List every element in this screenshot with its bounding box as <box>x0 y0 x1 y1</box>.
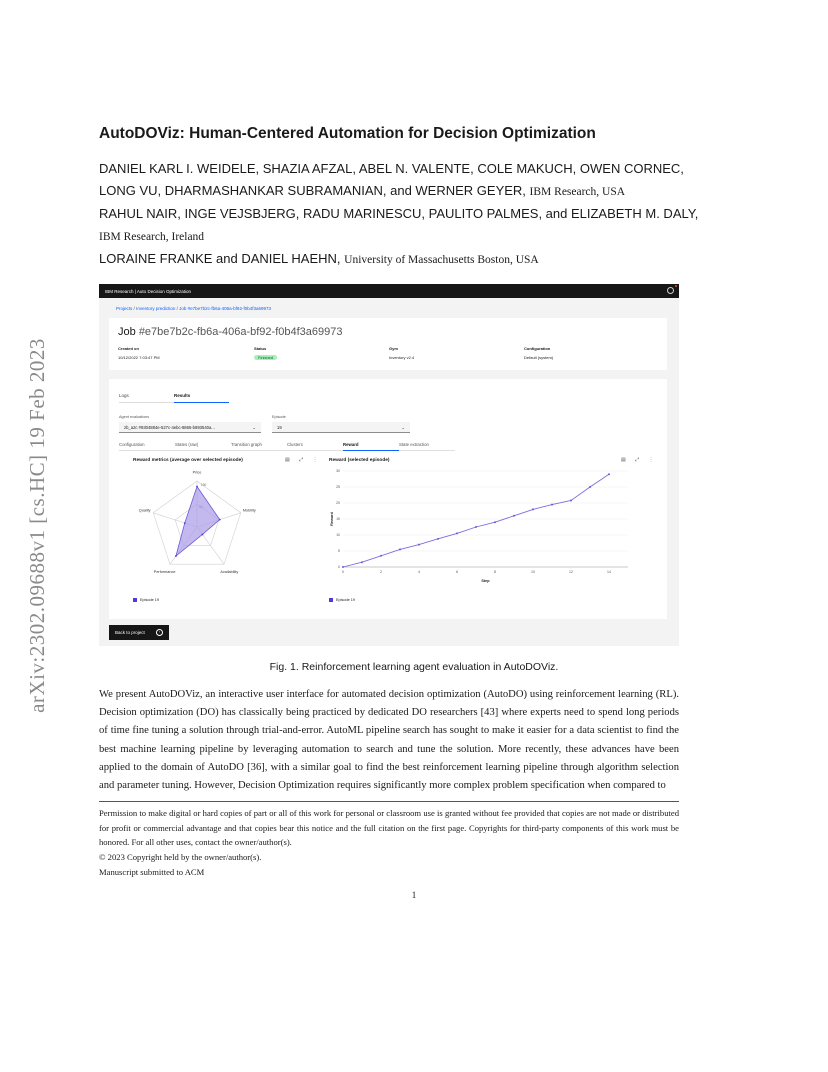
y-tick-label: 20 <box>336 501 340 506</box>
tab-logs[interactable]: Logs <box>119 393 174 403</box>
tab-transition-graph[interactable]: Transition graph <box>231 442 287 451</box>
legend-swatch <box>329 598 333 602</box>
chevron-down-icon: ⌄ <box>401 425 405 430</box>
back-button-label: Back to project <box>115 630 145 635</box>
line-data-point <box>418 544 420 546</box>
results-subtabs <box>119 442 455 451</box>
line-legend <box>329 598 355 602</box>
arxiv-identifier <box>22 290 52 760</box>
line-data-point <box>494 521 496 523</box>
x-axis-title: Step <box>481 579 490 583</box>
job-hash: #e7be7b2c-fb6a-406a-bf92-f0b4f3a69973 <box>138 326 343 338</box>
y-tick-label: 30 <box>336 469 340 474</box>
page-number: 1 <box>411 890 417 900</box>
notification-dot-icon <box>675 285 677 287</box>
tab-state-extraction[interactable]: State extraction <box>399 442 455 451</box>
y-tick-label: 5 <box>338 549 340 554</box>
radar-point <box>175 555 177 557</box>
status-label: Status <box>254 346 267 351</box>
chevron-down-icon: ⌄ <box>252 425 256 430</box>
legend-label: Episode 19 <box>140 598 159 602</box>
job-label: Job <box>118 326 136 338</box>
line-data-point <box>551 504 553 506</box>
y-axis-title: Reward <box>330 512 334 526</box>
breadcrumb-separator: / <box>176 306 178 311</box>
line-data-point <box>532 508 534 510</box>
radar-chart-title: Reward metrics (average over selected episode) <box>133 458 243 463</box>
radar-point <box>196 486 198 488</box>
episode-select[interactable] <box>272 422 410 433</box>
radar-tick-label: 100 <box>201 483 207 487</box>
configuration-label: Configuration <box>524 346 551 351</box>
y-tick-label: 10 <box>336 533 340 538</box>
x-tick-label: 6 <box>456 570 458 574</box>
affiliation-2: IBM Research, Ireland <box>99 230 205 243</box>
breadcrumb-project[interactable]: Inventory prediction <box>136 306 176 311</box>
affiliation-1: IBM Research, USA <box>529 185 626 198</box>
figure-1-screenshot <box>99 284 679 646</box>
created-field <box>118 346 160 360</box>
episode-select-value: 19 <box>277 425 282 430</box>
breadcrumb-job[interactable]: Job #e7be7b2c-fb6a-406a-bf92-f0b4f3a69973 <box>179 306 271 311</box>
radar-point <box>219 519 221 521</box>
radar-point <box>202 534 204 536</box>
x-tick-label: 12 <box>569 570 573 574</box>
y-tick-label: 25 <box>336 485 340 490</box>
y-tick-label: 0 <box>338 565 340 570</box>
manuscript-line: Manuscript submitted to ACM <box>99 866 205 877</box>
line-data-point <box>513 515 515 517</box>
created-value: 10/12/2022 7:03:47 PM <box>118 355 160 360</box>
line-chart <box>329 465 649 595</box>
line-data-point <box>570 499 572 501</box>
breadcrumb-separator: / <box>133 306 135 311</box>
radar-axis-label: Mobility <box>242 508 256 513</box>
footnote-divider <box>99 801 679 802</box>
job-title <box>118 326 342 338</box>
x-tick-label: 10 <box>531 570 535 574</box>
configuration-value: Default (system) <box>524 355 554 360</box>
tab-results[interactable]: Results <box>174 393 229 403</box>
job-summary-card <box>109 318 667 370</box>
configuration-field <box>524 346 553 360</box>
created-label: Created on <box>118 346 139 351</box>
episode-select-label: Episode <box>272 415 286 419</box>
radar-axis-label: Availability <box>220 569 239 574</box>
line-data-point <box>608 473 610 475</box>
gym-field <box>389 346 414 360</box>
author-group-2: RAHUL NAIR, INGE VEJSBJERG, RADU MARINESCU, PAULITO PALMES, and ELIZABETH M. DALY, <box>99 206 699 221</box>
legend-swatch <box>133 598 137 602</box>
figure-caption: Fig. 1. Reinforcement learning agent evaluation in AutoDOViz. <box>269 661 559 673</box>
permission-notice: Permission to make digital or hard copies of part or all of this work for personal or classroom use is granted without fee provided that copies are not made or distributed for profit or commercial advantage and that copies bear this notice and the full citation on the first page. Copyrights for third-party components of this work must be honored. For all other uses, contact the owner/author(s). <box>99 808 679 848</box>
line-data-point <box>380 555 382 557</box>
main-tabs <box>119 393 229 403</box>
line-chart-toolbar[interactable]: ▤ ⤢ ⋮ <box>621 457 658 463</box>
line-data-point <box>399 548 401 550</box>
app-header-title: IBM Research | Auto Decision Optimization <box>105 288 191 294</box>
x-tick-label: 14 <box>607 570 611 574</box>
x-tick-label: 4 <box>418 570 420 574</box>
author-block <box>99 158 699 272</box>
radar-chart-toolbar[interactable]: ▤ ⤢ ⋮ <box>285 457 322 463</box>
radar-legend <box>133 598 159 602</box>
agent-select-label: Agent evaluations <box>119 415 150 419</box>
gym-value: Inventory v2.4 <box>389 355 415 360</box>
line-data-point <box>475 526 477 528</box>
tab-configuration[interactable]: Configuration <box>119 442 175 451</box>
line-chart-title: Reward (selected episode) <box>329 458 390 463</box>
copyright-line: © 2023 Copyright held by the owner/author(s). <box>99 852 262 863</box>
line-data-point <box>456 532 458 534</box>
agent-select[interactable] <box>119 422 261 433</box>
line-series-path <box>343 474 609 567</box>
radar-axis-label: Quality <box>138 508 151 513</box>
tab-clusters[interactable]: Clusters <box>287 442 343 451</box>
body-paragraph: We present AutoDOViz, an interactive user interface for automated decision optimization (AutoDO) using reinforcement learning (RL). Decision optimization (DO) has classically being practiced by dedicated DO researchers [43] where experts need to spend long periods of time fine tuning a solution through trial-and-error. AutoML pipeline search has sought to make it easier for a data scientist to find the best machine learning pipeline by leveraging automation to search and tune the solution. More recently, these advances have been applied to the domain of AutoDO [36], with a similar goal to find the best reinforcement learning pipeline through algorithm selection and parameter tuning. However, Decision Optimization requires significantly more complex problem specification when compared to <box>99 689 679 792</box>
back-to-project-button[interactable] <box>109 625 169 640</box>
x-tick-label: 0 <box>342 570 344 574</box>
line-data-point <box>589 486 591 488</box>
tab-states-raw[interactable]: States (raw) <box>175 442 231 451</box>
paper-title: AutoDOViz: Human-Centered Automation for Decision Optimization <box>99 125 596 142</box>
legend-label: Episode 19 <box>336 598 355 602</box>
line-data-point <box>342 566 344 568</box>
y-tick-label: 15 <box>336 517 340 522</box>
arrow-right-icon: › <box>156 629 163 636</box>
radar-chart <box>119 465 309 595</box>
affiliation-3: University of Massachusetts Boston, USA <box>344 254 539 266</box>
arxiv-id-text: arXiv:2302.09688v1 [cs.HC] 19 Feb 2023 <box>24 337 49 713</box>
x-tick-label: 2 <box>380 570 382 574</box>
settings-icon[interactable] <box>667 287 674 294</box>
radar-axis-label: Price <box>192 470 202 475</box>
radar-axis-label: Performance <box>153 569 176 574</box>
radar-point <box>184 522 186 524</box>
tab-reward[interactable]: Reward <box>343 442 399 451</box>
results-card <box>109 379 667 619</box>
breadcrumb-projects[interactable]: Projects <box>116 306 133 311</box>
footnote <box>99 806 679 880</box>
breadcrumb <box>116 306 271 311</box>
author-group-3: LORAINE FRANKE and DANIEL HAEHN, <box>99 251 341 266</box>
app-header <box>99 284 679 298</box>
line-data-point <box>437 538 439 540</box>
gym-label: Gym <box>389 346 398 351</box>
agent-select-value: zb_a2c #9304884e-527c-4ebc-8865-b993540a... <box>124 425 215 430</box>
x-tick-label: 8 <box>494 570 496 574</box>
line-data-point <box>361 561 363 563</box>
status-badge: Finished <box>254 355 277 360</box>
author-group-1: DANIEL KARL I. WEIDELE, SHAZIA AFZAL, ABEL N. VALENTE, COLE MAKUCH, OWEN CORNEC, LONG VU, DHARMASHANKAR SUBRAMANIAN, and WERNER GEYER, <box>99 161 684 198</box>
status-field <box>254 346 277 360</box>
